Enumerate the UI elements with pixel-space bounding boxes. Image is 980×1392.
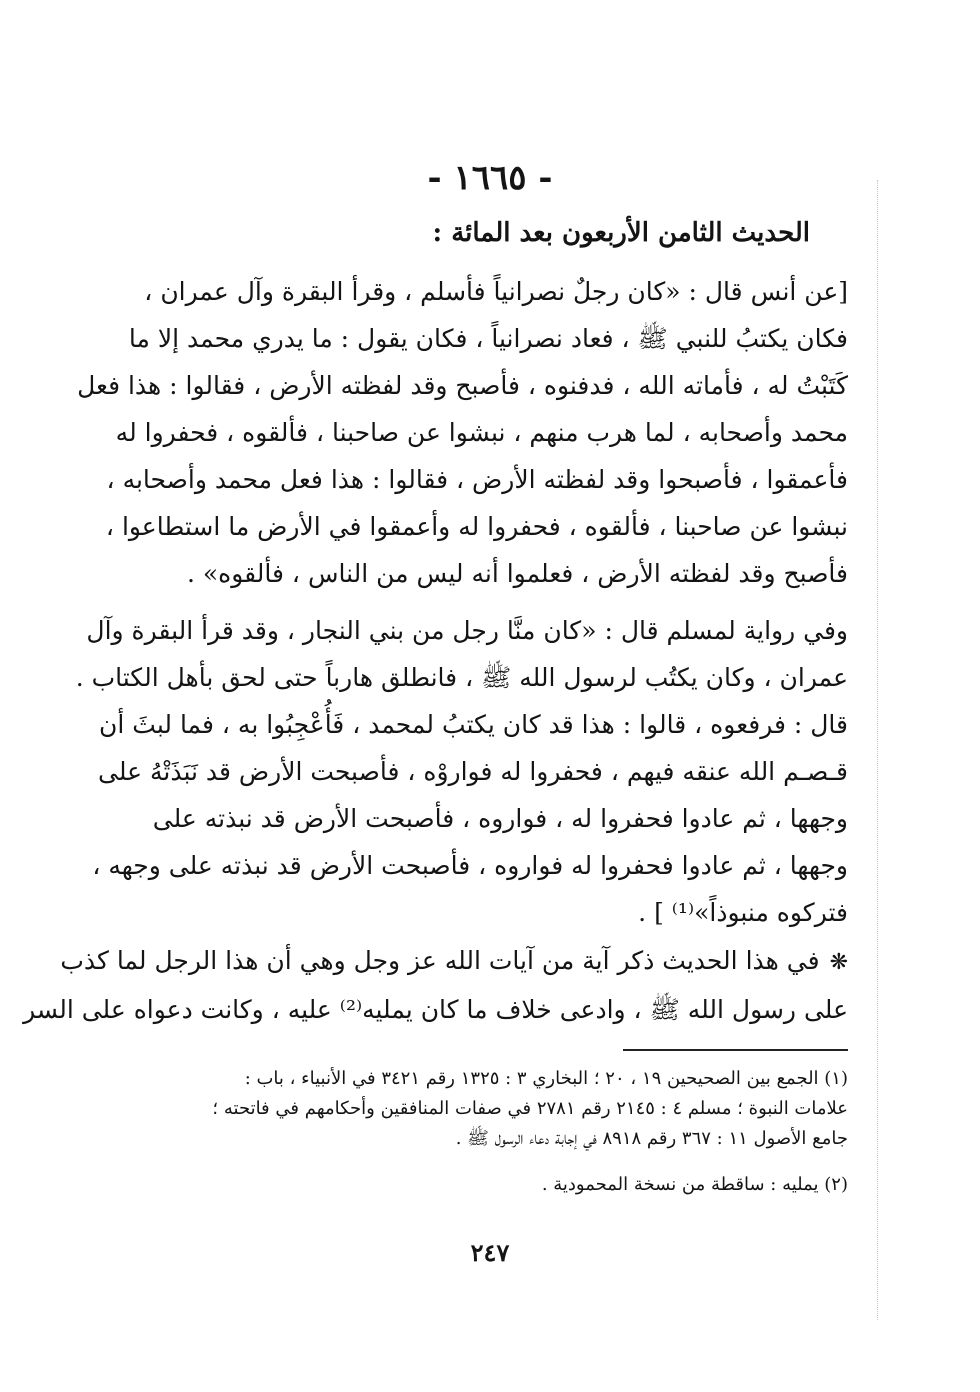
text-line: [عن أنس قال : «كان رجلٌ نصرانياً فأسلم ، وقرأ البقرة وآل عمران ، [144, 277, 848, 306]
footnote-line: (١) الجمع بين الصحيحين ١٩ ، ٢٠ ؛ البخاري ٣ : ١٣٢٥ رقم ٣٤٢١ في الأنبياء ، باب : [244, 1068, 848, 1089]
footnote-line: جامع الأصول ١١ : ٣٦٧ رقم ٨٩١٨ في إجابة دعاء الرسول ﷺ . [455, 1128, 848, 1149]
section-heading: الحديث الثامن الأربعون بعد المائة : [432, 218, 810, 248]
footnotes [130, 1064, 848, 1200]
margin-dotted-line [877, 180, 880, 1320]
footnote-spacer [130, 1154, 848, 1170]
page-number: ٢٤٧ [470, 1238, 510, 1267]
text-line: قـصـم الله عنقه فيهم ، فحفروا له فواروْه ، فأصبحت الأرض قد نَبَذَتْهُ على [97, 757, 848, 786]
text-line: وفي رواية لمسلم قال : «كان منَّا رجل من بني النجار ، وقد قرأ البقرة وآل [86, 616, 848, 645]
text-line: محمد وأصحابه ، لما هرب منهم ، نبشوا عن صاحبنا ، فألقوه ، فحفروا له [115, 418, 848, 447]
text-line: وجهها ، ثم عادوا فحفروا له فواروه ، فأصبحت الأرض قد نبذته على وجهه ، [92, 851, 848, 880]
footnote-2: (٢) يمليه : ساقطة من نسخة المحمودية . [541, 1174, 848, 1195]
text-line: كَتَبْتُ له ، فأماته الله ، فدفنوه ، فأصبح وقد لفظته الأرض ، فقالوا : هذا فعل [77, 371, 848, 400]
text-line: قال : فرفعوه ، قالوا : هذا قد كان يكتبُ لمحمد ، فَأُعْجِبُوا به ، فما لبثَ أن [99, 710, 848, 739]
text-line: عمران ، وكان يكتُب لرسول الله ﷺ ، فانطلق هارباً حتى لحق بأهل الكتاب . [75, 663, 848, 692]
text-line [60, 937, 848, 986]
footnote-line: علامات النبوة ؛ مسلم ٤ : ٢١٤٥ رقم ٢٧٨١ في صفات المنافقين وأحكامهم في فاتحته ؛ [212, 1098, 848, 1119]
hadith-main-paragraph [77, 268, 848, 597]
asterism-bullet-icon: ❋ [829, 950, 848, 975]
text-line: وجهها ، ثم عادوا فحفروا له ، فواروه ، فأصبحت الأرض قد نبذته على [152, 804, 848, 833]
text-line: فتركوه منبوذاً»⁽¹⁾ ] . [638, 898, 848, 927]
text-line: فأعمقوا ، فأصبحوا وقد لفظته الأرض ، فقالوا : هذا فعل محمد وأصحابه ، [106, 465, 848, 494]
muslim-narration-paragraph [75, 607, 848, 936]
page-marker: - ١٦٦٥ - [427, 158, 553, 198]
text-line: فكان يكتبُ للنبي ﷺ ، فعاد نصرانياً ، فكان يقول : ما يدري محمد إلا ما [128, 324, 848, 353]
commentary-text: في هذا الحديث ذكر آية من آيات الله عز وجل وهي أن هذا الرجل لما كذب [60, 946, 820, 975]
text-line: فأصبح وقد لفظته الأرض ، فعلموا أنه ليس من الناس ، فألقوه» . [186, 559, 848, 588]
text-line: على رسول الله ﷺ ، وادعى خلاف ما كان يمليه⁽²⁾ عليه ، وكانت دعواه على السر [23, 995, 848, 1024]
commentary-paragraph [23, 937, 848, 1033]
footnote-divider [623, 1049, 848, 1051]
text-line: نبشوا عن صاحبنا ، فألقوه ، فحفروا له وأعمقوا في الأرض ما استطاعوا ، [105, 512, 848, 541]
